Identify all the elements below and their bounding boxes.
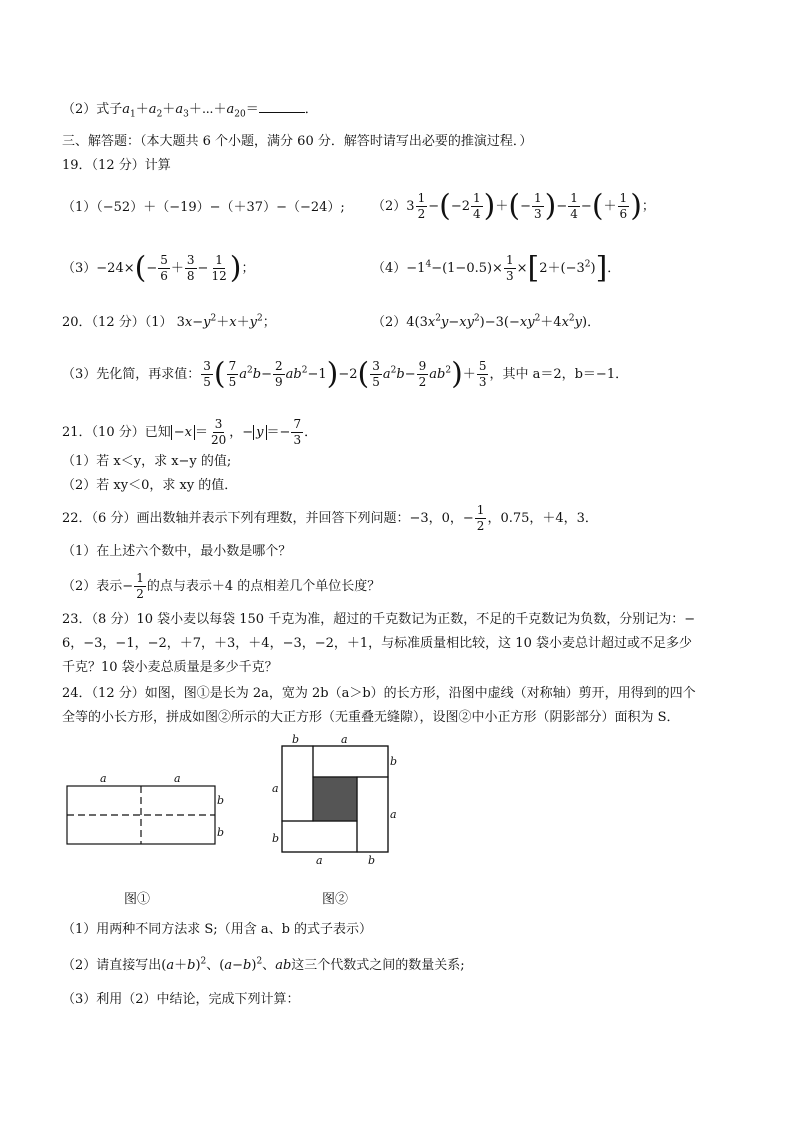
q19-part1: （1）（−52）＋（−19）−（＋37）−（−24）; — [62, 200, 345, 215]
q21-sub1: （1）若 x＜y，求 x−y 的值; — [62, 454, 232, 469]
q21-sub2: （2）若 xy＜0，求 xy 的值． — [62, 478, 238, 493]
q20-part3: （3）先化简，再求值： $\frac{3}{5}$ ( $\frac{7}{5}$ $a^2b-$ $\frac{2}{9}$ $ab^2-1)-2$( $\frac{3}{5}$ $a^2b-$ $\frac{9}{2}$ $ab^2)+$ $\frac{5}{3}$ ，其中 a＝2，b＝−1． — [62, 356, 629, 392]
fig2-rect-left — [282, 746, 313, 821]
fig2-rect-bottom — [282, 821, 357, 852]
fig2-label-b-right: b — [390, 755, 398, 768]
q24-line1: 24．（12 分）如图，图①是长为 2a，宽为 2b（a＞b）的长方形，沿图中虚线（对称轴）剪开，用得到的四个 — [62, 686, 696, 701]
q19-title: 19．（12 分）计算 — [62, 158, 171, 173]
q23-line3: 千克？10 袋小麦总质量是多少千克？ — [62, 660, 278, 675]
q23-line2: 6，−3，−1，−2，＋7，＋3，＋4，−3，−2，＋1，与标准质量相比较，这 10 袋小麦总计超过或不足多少 — [62, 636, 692, 651]
fig2-label-a-bottom: a — [316, 854, 323, 867]
fig2-label-a-top: a — [341, 733, 348, 746]
q24-sub3: （3）利用（2）中结论，完成下列计算： — [62, 992, 300, 1007]
fig2-rect-right — [357, 777, 388, 852]
fig2-label-b-bottom: b — [368, 854, 376, 867]
q21-title: 21．（10 分）已知 −x ＝ $\frac{3}{20}$ ，− y ＝− $\frac{7}{3}$ ． — [62, 417, 318, 447]
fig1-label-b2: b — [217, 826, 225, 839]
q24-sub1: （1）用两种不同方法求 S;（用含 a、b 的式子表示） — [62, 922, 373, 937]
q22-sub1: （1）在上述六个数中，最小数是哪个？ — [62, 544, 292, 559]
q18-part2: （2）式子$a_1+a_2+a_3+\cdots+a_{20}=$ ． — [62, 98, 318, 120]
q19-part4: $(4)-1^4-(1-0.5)\times$ $\frac{1}{3}$ $\times[2+(-3^2)]$． — [372, 250, 621, 286]
answer-blank[interactable] — [259, 98, 305, 113]
fig1-caption: 图① — [124, 892, 151, 907]
q20-part1: 20．（12 分）（1） $3x-y^2+x+y^2$； — [62, 313, 276, 330]
section3-heading: 三、解答题：（本大题共 6 个小题，满分 60 分．解答时请写出必要的推演过程．） — [62, 134, 533, 149]
q22-sub2: （2）表示− $\frac{1}{2}$ 的点与表示＋4 的点相差几个单位长度？ — [62, 571, 381, 601]
fig2-label-a-left: a — [272, 782, 279, 795]
fig1-label-b1: b — [217, 794, 225, 807]
q24-sub2: （2）请直接写出$(a+b)^2$、$(a-b)^2$、ab这三个代数式之间的数量关系; — [62, 956, 465, 973]
q19-part3: （3）−24×(− $\frac{5}{6}$ ＋ $\frac{3}{8}$ − $\frac{1}{12}$ )； — [62, 250, 255, 286]
figure-2 — [268, 732, 408, 868]
fig2-label-b-left: b — [272, 832, 280, 845]
q19-part2: （2）3 $\frac{1}{2}$ −(−2 $\frac{1}{4}$ )＋(− $\frac{1}{3}$ )− $\frac{1}{4}$ −(＋ $\frac{1}{6}$ )； — [372, 188, 655, 224]
fig2-label-b-top: b — [292, 733, 300, 746]
q23-line1: 23．（8 分）10 袋小麦以每袋 150 千克为准，超过的千克数记为正数，不足的千克数记为负数，分别记为：− — [62, 612, 696, 627]
fig2-shaded-square — [313, 777, 357, 821]
figure-1 — [60, 770, 230, 870]
q24-line2: 全等的小长方形，拼成如图②所示的大正方形（无重叠无缝隙），设图②中小正方形（阴影部分）面积为 S． — [62, 710, 680, 725]
fig1-label-a2: a — [174, 772, 181, 785]
fig1-label-a1: a — [100, 772, 107, 785]
q20-part2: $(2)4(3x^2y-xy^2)-3(-xy^2+4x^2y)$． — [372, 313, 601, 330]
fig2-label-a-right: a — [390, 808, 397, 821]
fig2-rect-top — [313, 746, 388, 777]
fig2-caption: 图② — [322, 892, 349, 907]
q22-title: 22．（6 分）画出数轴并表示下列有理数，并回答下列问题：−3，0，− $\frac{1}{2}$ ，0.75，＋4，3． — [62, 503, 598, 533]
